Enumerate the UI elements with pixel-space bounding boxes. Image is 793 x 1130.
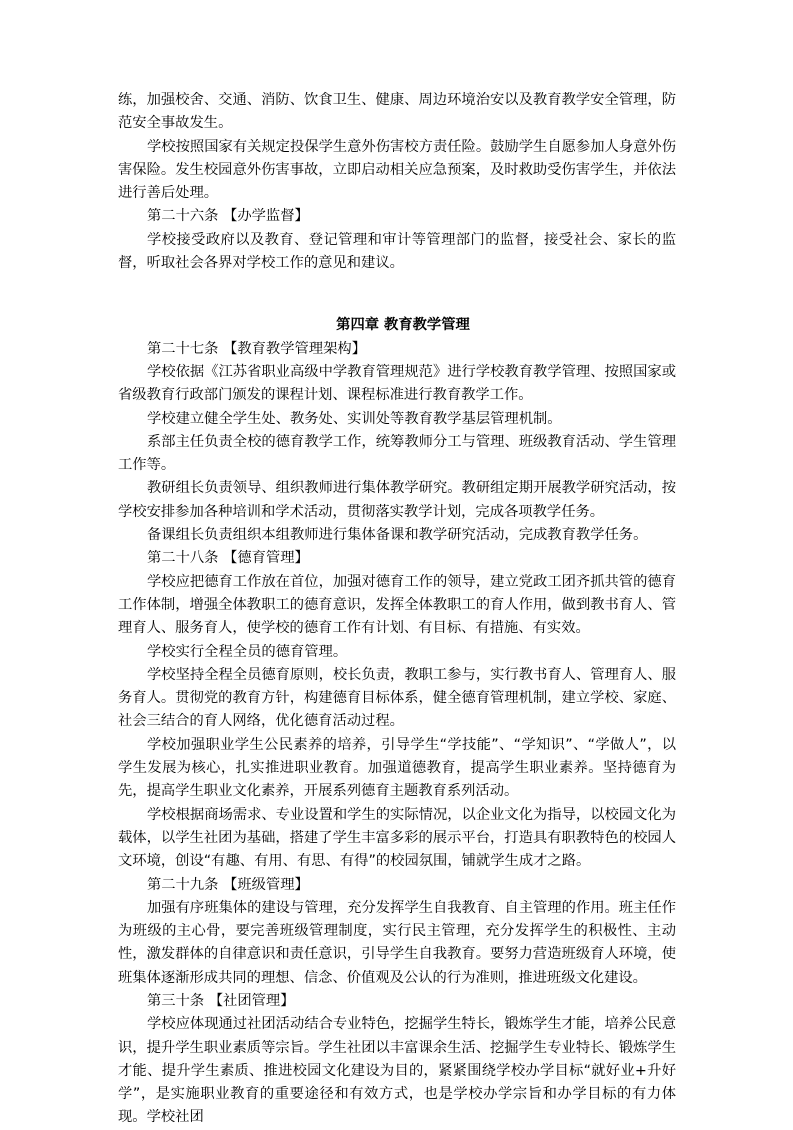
document-page — [118, 89, 676, 1130]
paragraph: 学校实行全程全员的德育管理。 — [147, 643, 348, 660]
chapter-title: 第四章 教育教学管理 — [336, 317, 470, 334]
paragraph: 第二十七条 【教育教学管理架构】 — [147, 340, 366, 357]
paragraph: 学校应体现通过社团活动结合专业特色，挖掘学生特长，锻炼学生才能，培养公民意识，提升学生职业素质等宗旨。学生社团以丰富课余生活、挖掘学生专业特长、锻炼学生才能、提升学生素质、推进校园文化建设为目的，紧紧围绕学校办学目标“就好业+升好学”，是实施职业教育的重要途径和有效方式，也是学校办学宗旨和办学目标的有力体现。学校社团 — [118, 1016, 676, 1126]
paragraph: 学校按照国家有关规定投保学生意外伤害校方责任险。鼓励学生自愿参加人身意外伤害保险。发生校园意外伤害事故，立即启动相关应急预案，及时救助受伤害学生，并依法进行善后处理。 — [118, 138, 676, 202]
paragraph: 备课组长负责组织本组教师进行集体备课和教学研究活动，完成教育教学任务。 — [147, 527, 648, 544]
paragraph: 学校建立健全学生处、教务处、实训处等教育教学基层管理机制。 — [147, 410, 562, 427]
paragraph: 加强有序班集体的建设与管理，充分发挥学生自我教育、自主管理的作用。班主任作为班级的主心骨，要完善班级管理制度，实行民主管理，充分发挥学生的积极性、主动性，激发群体的自律意识和责任意识，引导学生自我教育。要努力营造班级育人环境，使班集体逐渐形成共同的理想、信念、价值观及公认的行为准则，推进班级文化建设。 — [118, 899, 676, 986]
paragraph: 教研组长负责领导、组织教师进行集体教学研究。教研组定期开展教学研究活动，按学校安排参加各种培训和学术活动，贯彻落实教学计划，完成各项教学任务。 — [118, 480, 676, 520]
section-after-chapter — [118, 338, 676, 1130]
paragraph: 第二十九条 【班级管理】 — [147, 876, 309, 893]
chapter-spacer — [118, 275, 676, 314]
paragraph: 第三十条 【社团管理】 — [147, 992, 295, 1009]
paragraph: 第二十六条 【办学监督】 — [147, 208, 309, 225]
paragraph: 学校依据《江苏省职业高级中学教育管理规范》进行学校教育教学管理、按照国家或省级教育行政部门颁发的课程计划、课程标准进行教育教学工作。 — [118, 363, 676, 404]
paragraph: 学校应把德育工作放在首位，加强对德育工作的领导，建立党政工团齐抓共管的德育工作体制，增强全体教职工的德育意识，发挥全体教职工的育人作用，做到教书育人、管理育人、服务育人，使学校的德育工作有计划、有目标、有措施、有实效。 — [118, 573, 676, 637]
section-before-chapter — [118, 89, 676, 275]
paragraph: 第二十八条 【德育管理】 — [147, 550, 309, 567]
paragraph: 学校根据商场需求、专业设置和学生的实际情况，以企业文化为指导，以校园文化为载体，以学生社团为基础，搭建了学生丰富多彩的展示平台，打造具有职教特色的校园人文环境，创设“有趣、有用、有思、有得”的校园氛围，铺就学生成才之路。 — [118, 806, 676, 870]
paragraph: 系部主任负责全校的德育教学工作，统筹教师分工与管理、班级教育活动、学生管理工作等。 — [118, 433, 676, 474]
paragraph: 学校加强职业学生公民素养的培养，引导学生“学技能”、“学知识”、“学做人”，以学生发展为核心，扎实推进职业教育。加强道德教育，提高学生职业素养。坚持德育为先，提高学生职业文化素养，开展系列德育主题教育系列活动。 — [118, 736, 676, 800]
paragraph: 学校坚持全程全员德育原则，校长负责，教职工参与，实行教书育人、管理育人、服务育人。贯彻党的教育方针，构建德育目标体系，健全德育管理机制，建立学校、家庭、社会三结合的育人网络，优化德育活动过程。 — [118, 666, 676, 730]
paragraph: 学校接受政府以及教育、登记管理和审计等管理部门的监督，接受社会、家长的监督，听取社会各界对学校工作的意见和建议。 — [118, 231, 676, 272]
paragraph: 练，加强校舍、交通、消防、饮食卫生、健康、周边环境治安以及教育教学安全管理，防范安全事故发生。 — [118, 92, 676, 132]
